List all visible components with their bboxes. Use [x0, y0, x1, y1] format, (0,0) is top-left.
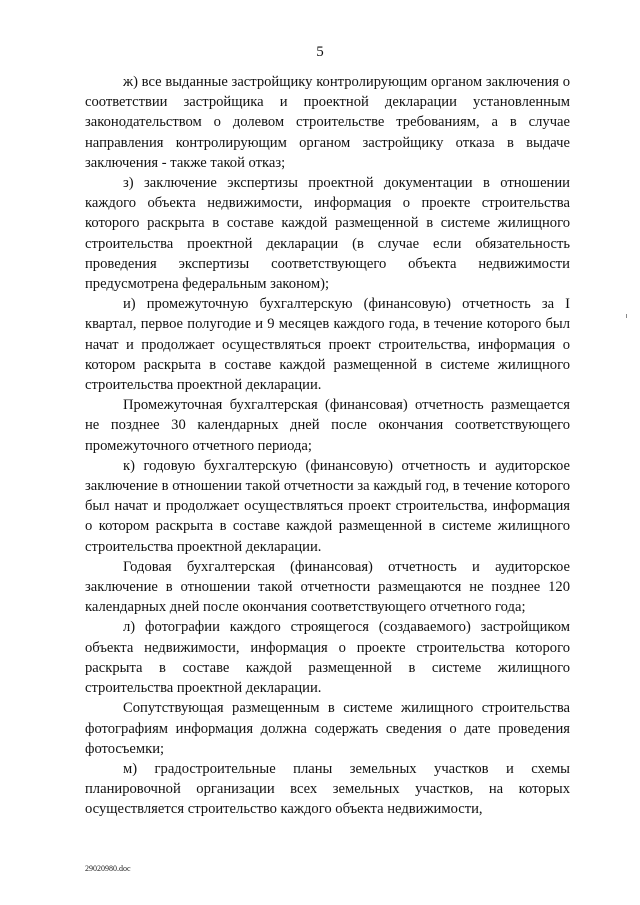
paragraph-i: и) промежуточную бухгалтерскую (финансовую) отчетность за I квартал, первое полугодие и 9 месяцев каждого года, в течение которого был начат и продолжает осуществляться проект строительства, информация о котором раскрыта в составе каждой размещенной в системе жилищного строительства проектной декларации.	[85, 296, 570, 394]
paragraph-l: л) фотографии каждого строящегося (создаваемого) застройщиком объекта недвижимости, информация о проекте строительства которого раскрыта в составе каждой размещенной в системе жилищного строительства проектной декларации.	[85, 619, 570, 697]
paragraph-interim-reporting-deadline: Промежуточная бухгалтерская (финансовая) отчетность размещается не позднее 30 календарных дней после окончания соответствующего промежуточного отчетного периода;	[85, 397, 570, 454]
page-number: 5	[316, 44, 324, 60]
paragraph-zh: ж) все выданные застройщику контролирующим органом заключения о соответствии застройщика и проектной декларации установленным законодательством о долевом строительстве требованиям, а в случае направления контролирующим органом застройщику отказа в выдаче заключения - также такой отказ;	[85, 74, 570, 171]
paragraph-k: к) годовую бухгалтерскую (финансовую) отчетность и аудиторское заключение в отношении такой отчетности за каждый год, в течение которого был начат и продолжает осуществляться проект строительства, информация о котором раскрыта в составе каждой размещенной в системе жилищного строительства проектной декларации.	[85, 457, 570, 555]
footer-file-code: 29020980.doc	[85, 864, 131, 873]
document-body	[85, 72, 570, 820]
paragraph-z: з) заключение экспертизы проектной документации в отношении каждого объекта недвижимости, информация о проекте строительства которого раскрыта в составе каждой размещенной в системе жилищного строительства проектной декларации (в случае если обязательность проведения экспертизы соответствующего объекта недвижимости предусмотрена федеральным законом);	[85, 175, 570, 293]
margin-mark	[626, 314, 627, 318]
paragraph-photo-info: Сопутствующая размещенным в системе жилищного строительства фотографиям информация должна содержать сведения о дате проведения фотосъемки;	[85, 700, 570, 757]
paragraph-annual-reporting-deadline: Годовая бухгалтерская (финансовая) отчетность и аудиторское заключение в отношении такой отчетности размещаются не позднее 120 календарных дней после окончания соответствующего отчетного года;	[85, 558, 570, 616]
paragraph-m: м) градостроительные планы земельных участков и схемы планировочной организации всех земельных участков, на которых осуществляется строительство каждого объекта недвижимости,	[85, 760, 570, 818]
